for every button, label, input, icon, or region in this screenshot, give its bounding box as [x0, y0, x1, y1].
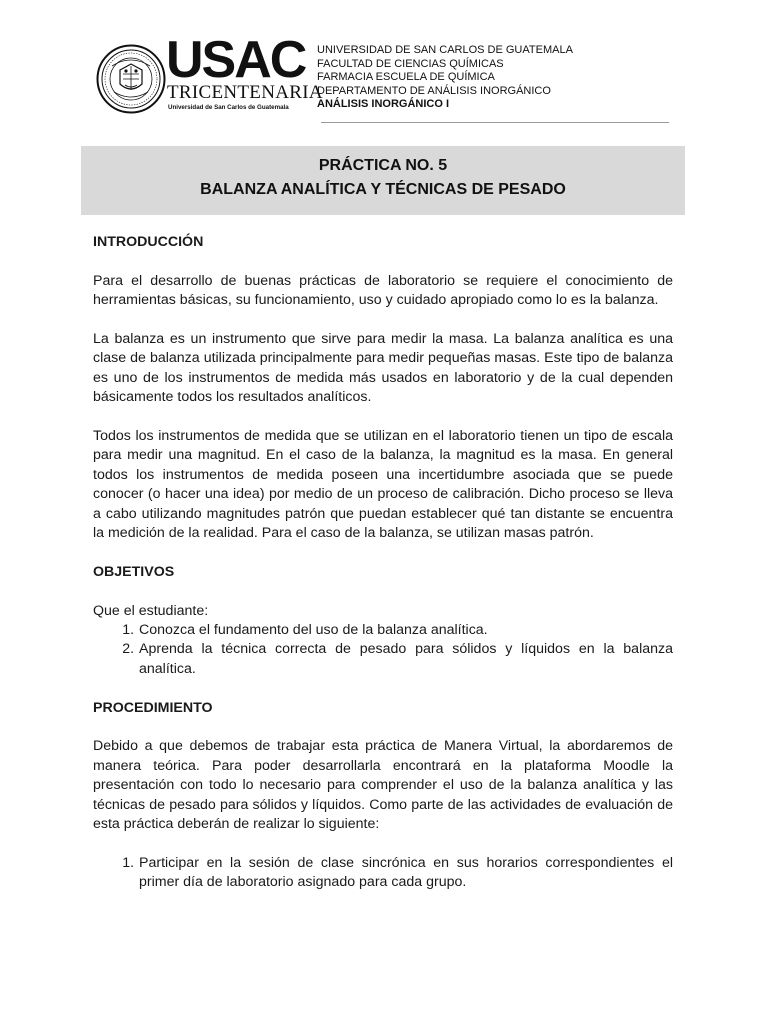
- section-heading-procedimiento: PROCEDIMIENTO: [93, 699, 213, 716]
- institution-line: FACULTAD DE CIENCIAS QUÍMICAS: [317, 57, 504, 70]
- practice-title: BALANZA ANALÍTICA Y TÉCNICAS DE PESADO: [200, 181, 566, 198]
- list-item: 1. Participar en la sesión de clase sincrónica en sus horarios correspondientes el primer día de laboratorio asignado para cada grupo.: [138, 854, 673, 893]
- section-heading-introduccion: INTRODUCCIÓN: [93, 234, 204, 250]
- objectives-list: [93, 621, 673, 679]
- procedure-paragraph: Debido a que debemos de trabajar esta práctica de Manera Virtual, la abordaremos de manera teórica. Para poder desarrollarla encontrará en la plataforma Moodle la presentación con todo lo necesario para comprender el uso de la balanza analítica y las técnicas de pesado para sólidos y líquidos. Como parte de las actividades de evaluación de esta práctica deberán de realizar lo siguiente:: [93, 738, 673, 833]
- objectives-lead: Que el estudiante:: [93, 602, 209, 619]
- procedure-list: [93, 854, 673, 893]
- course-name: ANÁLISIS INORGÁNICO I: [317, 98, 450, 111]
- institution-block: [317, 44, 573, 112]
- intro-paragraph: Todos los instrumentos de medida que se utilizan en el laboratorio tienen un tipo de escala para medir una magnitud. En el caso de la balanza, la magnitud es la masa. En general todos los instrumentos de medida poseen una incertidumbre asociada que se puede conocer (o hacer una idea) por medio de un proceso de calibración. Dicho proceso se lleva a cabo utilizando magnitudes patrón que puedan establecer qué tan distante se encuentra la medición de la realidad. Para el caso de la balanza, se utilizan masas patrón.: [93, 428, 673, 542]
- list-item: 2. Aprenda la técnica correcta de pesado para sólidos y líquidos en la balanza analítica.: [138, 640, 673, 679]
- usac-wordmark: USAC: [166, 31, 306, 89]
- intro-paragraph: La balanza es un instrumento que sirve para medir la masa. La balanza analítica es una clase de balanza utilizada principalmente para medir pequeñas masas. Este tipo de balanza es uno de los instrumentos de medida más usados en laboratorio y de la cual dependen básicamente todos los resultados analíticos.: [93, 331, 673, 406]
- institution-line: UNIVERSIDAD DE SAN CARLOS DE GUATEMALA: [317, 44, 573, 56]
- university-seal-logo: [96, 44, 166, 114]
- tricentenaria-wordmark: TRICENTENARIA: [167, 82, 323, 103]
- practice-number: PRÁCTICA NO. 5: [318, 157, 448, 174]
- intro-paragraph: Para el desarrollo de buenas prácticas de laboratorio se requiere el conocimiento de herramientas básicas, su funcionamiento, uso y cuidado apropiado como lo es la balanza.: [93, 272, 673, 309]
- title-band: [81, 146, 685, 215]
- list-item: 1. Conozca el fundamento del uso de la balanza analítica.: [138, 621, 673, 640]
- header-divider: [321, 122, 669, 123]
- section-heading-objetivos: OBJETIVOS: [93, 563, 175, 580]
- logo-tagline: Universidad de San Carlos de Guatemala: [168, 104, 289, 111]
- document-body: [93, 233, 673, 912]
- institution-line: DEPARTAMENTO DE ANÁLISIS INORGÁNICO: [317, 84, 551, 97]
- institution-line: FARMACIA ESCUELA DE QUÍMICA: [317, 71, 495, 84]
